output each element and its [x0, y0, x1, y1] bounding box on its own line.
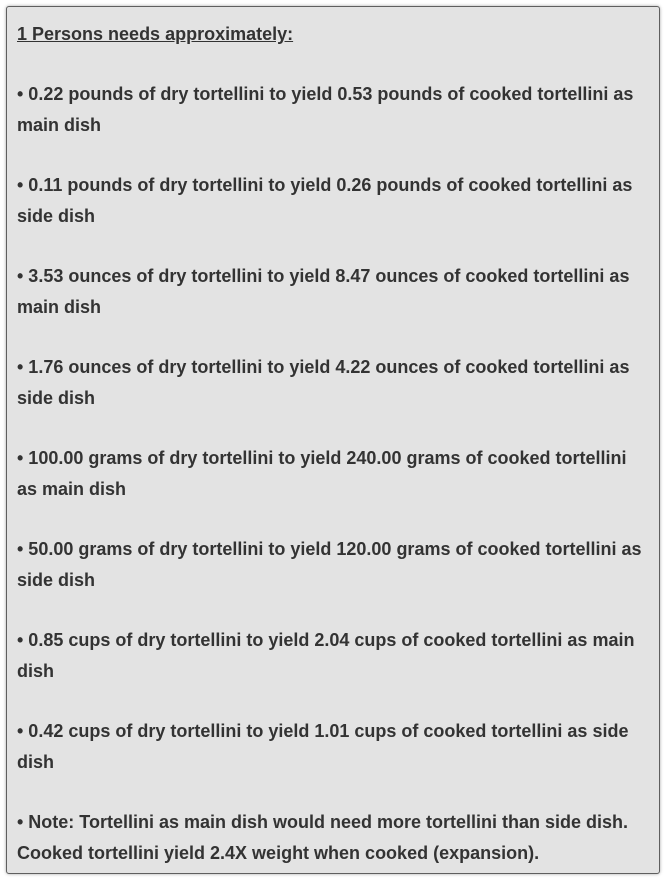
result-heading: 1 Persons needs approximately:	[17, 24, 294, 44]
result-item-ounces-side: • 1.76 ounces of dry tortellini to yield 4.22 ounces of cooked tortellini as side dish	[17, 357, 630, 408]
result-item-cups-side: • 0.42 cups of dry tortellini to yield 1.01 cups of cooked tortellini as side dish	[17, 721, 629, 772]
result-item-grams-side: • 50.00 grams of dry tortellini to yield 120.00 grams of cooked tortellini as side dish	[17, 539, 642, 590]
result-item-ounces-main: • 3.53 ounces of dry tortellini to yield 8.47 ounces of cooked tortellini as main dish	[17, 266, 630, 317]
result-item-grams-main: • 100.00 grams of dry tortellini to yield 240.00 grams of cooked tortellini as main dish	[17, 448, 627, 499]
result-item-pounds-side: • 0.11 pounds of dry tortellini to yield 0.26 pounds of cooked tortellini as side dish	[17, 175, 633, 226]
result-list	[17, 79, 649, 868]
result-item-note: • Note: Tortellini as main dish would need more tortellini than side dish. Cooked tortellini yield 2.4X weight when cooked (expansion).	[17, 812, 629, 863]
result-panel	[6, 6, 660, 874]
result-item-cups-main: • 0.85 cups of dry tortellini to yield 2.04 cups of cooked tortellini as main dish	[17, 630, 635, 681]
result-item-pounds-main: • 0.22 pounds of dry tortellini to yield 0.53 pounds of cooked tortellini as main dish	[17, 84, 634, 135]
